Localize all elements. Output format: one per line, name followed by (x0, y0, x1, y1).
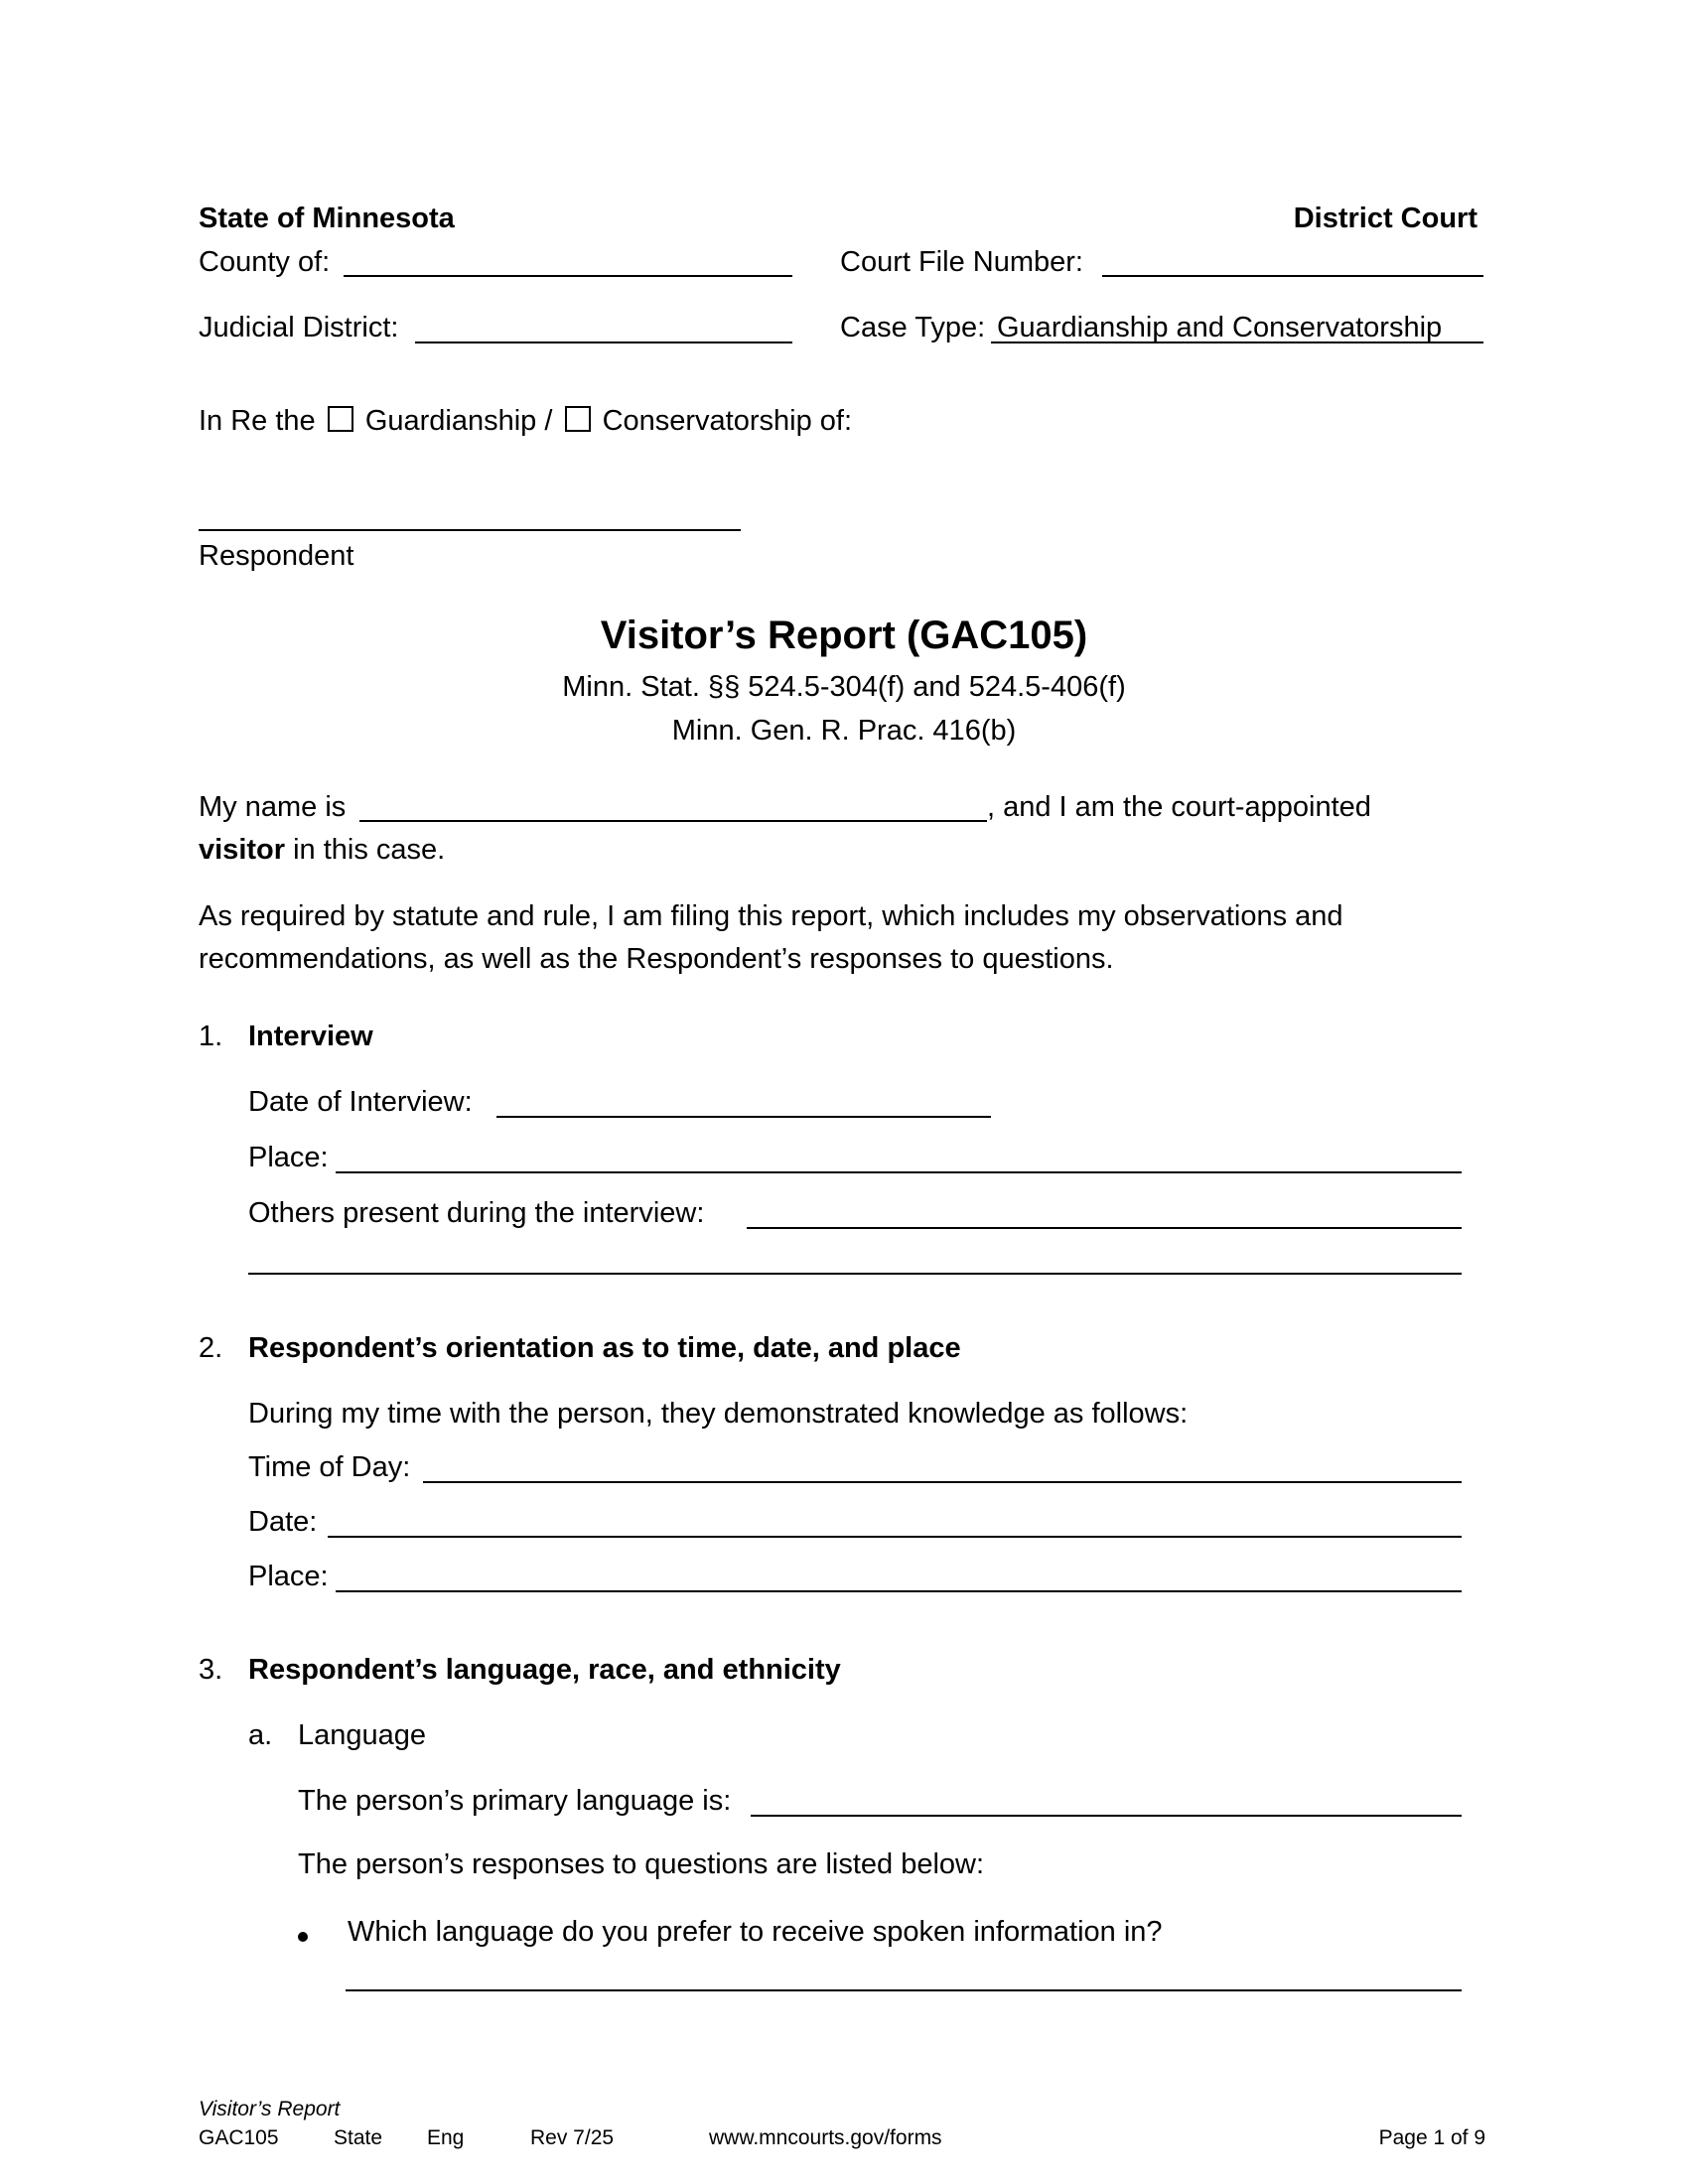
section-2-intro: During my time with the person, they demonstrated knowledge as follows: (248, 1398, 1189, 1430)
visitor-bold: visitor (199, 834, 286, 866)
language-answer-1-field[interactable] (346, 1989, 1462, 1991)
county-label: County of: (199, 246, 331, 278)
in-re-line (199, 403, 852, 439)
section-3-number: 3. (199, 1654, 223, 1686)
case-type-label: Case Type: (840, 312, 986, 343)
conservatorship-label: Conservatorship of: (602, 405, 853, 437)
section-3-heading: Respondent’s language, race, and ethnicity (248, 1654, 841, 1686)
footer-jurisdiction: State (334, 2126, 383, 2149)
responses-intro: The person’s responses to questions are listed below: (298, 1848, 985, 1880)
name-suffix: , and I am the court-appointed (987, 791, 1371, 823)
interview-place-label: Place: (248, 1142, 329, 1173)
guardianship-checkbox[interactable] (328, 406, 353, 432)
court-name: District Court (1293, 203, 1477, 234)
time-of-day-field[interactable] (423, 1481, 1462, 1483)
footer-code: GAC105 (199, 2126, 279, 2149)
time-of-day-label: Time of Day: (248, 1451, 411, 1483)
judicial-district-label: Judicial District: (199, 312, 399, 343)
language-question-1: Which language do you prefer to receive spoken information in? (348, 1916, 1163, 1948)
orientation-date-label: Date: (248, 1506, 318, 1538)
court-file-field[interactable] (1102, 275, 1483, 277)
subsection-a-letter: a. (248, 1719, 273, 1751)
interview-date-label: Date of Interview: (248, 1086, 473, 1118)
intro-para-line-2: recommendations, as well as the Respondent’s responses to questions. (199, 943, 1114, 975)
section-1-heading: Interview (248, 1021, 373, 1052)
primary-language-field[interactable] (751, 1815, 1462, 1817)
intro-para-line-1: As required by statute and rule, I am filing this report, which includes my observations and (199, 900, 1343, 932)
court-file-label: Court File Number: (840, 246, 1083, 278)
section-2-number: 2. (199, 1332, 223, 1364)
others-present-label: Others present during the interview: (248, 1197, 705, 1229)
section-1-number: 1. (199, 1021, 223, 1052)
footer-language: Eng (427, 2126, 465, 2149)
bullet-icon (298, 1929, 308, 1947)
case-type-underline (991, 341, 1483, 343)
statute-line-1: Minn. Stat. §§ 524.5-304(f) and 524.5-406(f) (562, 671, 1126, 703)
guardianship-label: Guardianship / (364, 405, 553, 437)
subsection-a-title: Language (298, 1719, 427, 1751)
footer-page-number: Page 1 of 9 (1378, 2126, 1485, 2149)
visitor-rest: in this case. (285, 834, 446, 866)
in-re-prefix: In Re the (199, 405, 316, 437)
footer-form-title: Visitor’s Report (199, 2098, 341, 2120)
respondent-name-field[interactable] (199, 529, 741, 531)
case-type-value: Guardianship and Conservatorship (997, 312, 1443, 343)
footer-revision: Rev 7/25 (530, 2126, 615, 2149)
statute-line-2: Minn. Gen. R. Prac. 416(b) (671, 715, 1017, 747)
state-name: State of Minnesota (199, 203, 455, 234)
county-field[interactable] (344, 275, 792, 277)
page-title: Visitor’s Report (GAC105) (600, 614, 1088, 657)
interview-date-field[interactable] (496, 1116, 991, 1118)
footer-url[interactable]: www.mncourts.gov/forms (709, 2126, 942, 2149)
name-prefix: My name is (199, 791, 347, 823)
orientation-place-label: Place: (248, 1561, 329, 1592)
section-2-heading: Respondent’s orientation as to time, date, and place (248, 1332, 961, 1364)
visitor-line (199, 832, 445, 868)
judicial-district-field[interactable] (415, 341, 792, 343)
primary-language-label: The person’s primary language is: (298, 1785, 732, 1817)
others-present-field[interactable] (747, 1227, 1462, 1229)
respondent-label: Respondent (199, 540, 354, 572)
orientation-place-field[interactable] (336, 1590, 1462, 1592)
others-present-field-2[interactable] (248, 1273, 1462, 1275)
conservatorship-checkbox[interactable] (565, 406, 591, 432)
orientation-date-field[interactable] (328, 1536, 1462, 1538)
interview-place-field[interactable] (336, 1171, 1462, 1173)
visitor-name-field[interactable] (359, 820, 987, 822)
